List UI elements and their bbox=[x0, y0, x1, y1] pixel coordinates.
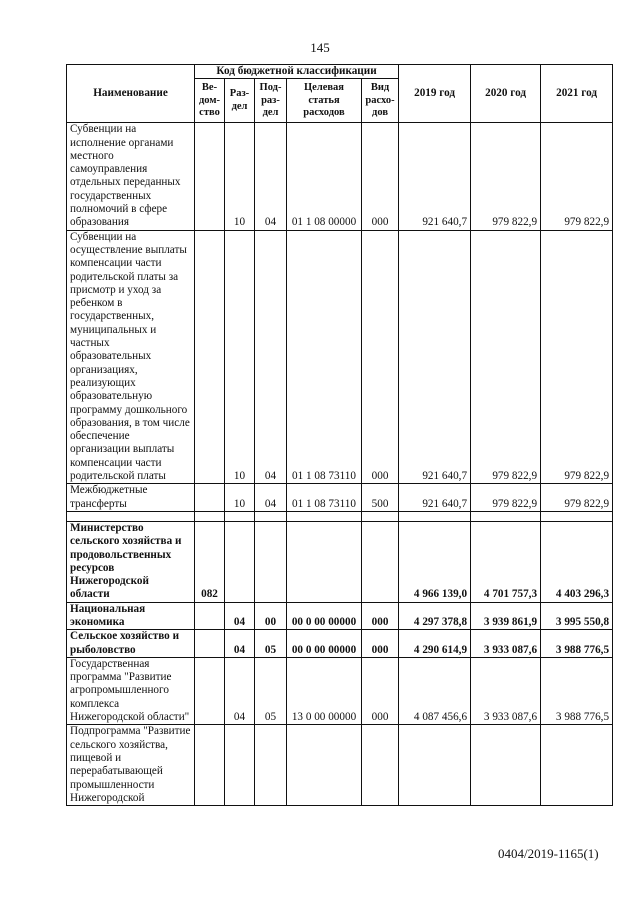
row-tselevaya-statya bbox=[287, 521, 362, 602]
row-2021: 979 822,9 bbox=[541, 123, 613, 230]
table-row bbox=[67, 657, 613, 724]
row-2019: 4 297 378,8 bbox=[399, 602, 471, 630]
table-row bbox=[67, 602, 613, 630]
row-2020: 979 822,9 bbox=[471, 484, 541, 512]
row-vedomstvo bbox=[195, 123, 225, 230]
row-name: Межбюджетные трансферты bbox=[67, 484, 195, 512]
row-vid-raskhodov: 000 bbox=[362, 230, 399, 484]
row-2020: 3 933 087,6 bbox=[471, 630, 541, 658]
row-podrazdel: 04 bbox=[255, 230, 287, 484]
row-vedomstvo bbox=[195, 630, 225, 658]
row-vedomstvo bbox=[195, 230, 225, 484]
row-2019: 921 640,7 bbox=[399, 123, 471, 230]
table-row bbox=[67, 230, 613, 484]
header-2020: 2020 год bbox=[471, 65, 541, 123]
table-row bbox=[67, 630, 613, 658]
row-podrazdel: 05 bbox=[255, 657, 287, 724]
row-2021: 979 822,9 bbox=[541, 484, 613, 512]
row-razdel: 04 bbox=[225, 602, 255, 630]
header-code-group: Код бюджетной классификации bbox=[195, 65, 399, 79]
table-row bbox=[67, 725, 613, 806]
row-name: Субвенции на осуществление выплаты компенсации части родительской платы за присмотр и уход за ребенком в государственных, муниципальных и частных образовательных организациях, реализующих образовательную программу дошкольного образования, в том числе обеспечение организации выплаты компенсации части родительской платы bbox=[67, 230, 195, 484]
row-2021: 979 822,9 bbox=[541, 230, 613, 484]
row-razdel: 10 bbox=[225, 484, 255, 512]
row-razdel: 10 bbox=[225, 230, 255, 484]
row-vid-raskhodov: 000 bbox=[362, 657, 399, 724]
row-tselevaya-statya: 01 1 08 73110 bbox=[287, 484, 362, 512]
row-vedomstvo bbox=[195, 725, 225, 806]
row-2021: 3 988 776,5 bbox=[541, 630, 613, 658]
row-podrazdel: 04 bbox=[255, 123, 287, 230]
row-2019: 4 966 139,0 bbox=[399, 521, 471, 602]
row-name: Подпрограмма "Развитие сельского хозяйства, пищевой и перерабатывающей промышленности Нижегородской bbox=[67, 725, 195, 806]
row-vid-raskhodov: 000 bbox=[362, 630, 399, 658]
header-name: Наименование bbox=[67, 65, 195, 123]
row-vid-raskhodov: 000 bbox=[362, 123, 399, 230]
row-2020 bbox=[471, 725, 541, 806]
header-podrazdel: Под-раз-дел bbox=[255, 79, 287, 123]
row-2019: 921 640,7 bbox=[399, 230, 471, 484]
row-vid-raskhodov bbox=[362, 725, 399, 806]
row-tselevaya-statya bbox=[287, 725, 362, 806]
row-2020: 3 933 087,6 bbox=[471, 657, 541, 724]
row-2021: 3 995 550,8 bbox=[541, 602, 613, 630]
row-podrazdel: 04 bbox=[255, 484, 287, 512]
header-tselevaya-statya: Целевая статья расходов bbox=[287, 79, 362, 123]
header-2021: 2021 год bbox=[541, 65, 613, 123]
row-podrazdel: 00 bbox=[255, 602, 287, 630]
header-razdel: Раз-дел bbox=[225, 79, 255, 123]
row-2021: 3 988 776,5 bbox=[541, 657, 613, 724]
table-row bbox=[67, 123, 613, 230]
table-row bbox=[67, 521, 613, 602]
row-razdel bbox=[225, 521, 255, 602]
header-vedomstvo: Ве-дом-ство bbox=[195, 79, 225, 123]
row-2020: 979 822,9 bbox=[471, 230, 541, 484]
row-2020: 3 939 861,9 bbox=[471, 602, 541, 630]
row-2019: 921 640,7 bbox=[399, 484, 471, 512]
row-name: Министерство сельского хозяйства и продовольственных ресурсов Нижегородской области bbox=[67, 521, 195, 602]
row-podrazdel bbox=[255, 521, 287, 602]
row-2020: 4 701 757,3 bbox=[471, 521, 541, 602]
header-2019: 2019 год bbox=[399, 65, 471, 123]
row-vid-raskhodov: 000 bbox=[362, 602, 399, 630]
row-name: Субвенции на исполнение органами местного самоуправления отдельных переданных государственных полномочий в сфере образования bbox=[67, 123, 195, 230]
row-tselevaya-statya: 01 1 08 73110 bbox=[287, 230, 362, 484]
row-name: Государственная программа "Развитие агропромышленного комплекса Нижегородской области" bbox=[67, 657, 195, 724]
row-razdel: 10 bbox=[225, 123, 255, 230]
row-2021 bbox=[541, 725, 613, 806]
spacer-row bbox=[67, 511, 613, 521]
budget-table bbox=[66, 64, 613, 806]
row-2019 bbox=[399, 725, 471, 806]
header-vid-raskhodov: Вид расхо-дов bbox=[362, 79, 399, 123]
table-row bbox=[67, 484, 613, 512]
row-tselevaya-statya: 00 0 00 00000 bbox=[287, 602, 362, 630]
row-name: Национальная экономика bbox=[67, 602, 195, 630]
row-vedomstvo: 082 bbox=[195, 521, 225, 602]
document-code: 0404/2019-1165(1) bbox=[498, 846, 599, 861]
row-2020: 979 822,9 bbox=[471, 123, 541, 230]
row-podrazdel bbox=[255, 725, 287, 806]
row-vid-raskhodov: 500 bbox=[362, 484, 399, 512]
row-tselevaya-statya: 13 0 00 00000 bbox=[287, 657, 362, 724]
row-vedomstvo bbox=[195, 484, 225, 512]
row-tselevaya-statya: 01 1 08 00000 bbox=[287, 123, 362, 230]
row-razdel bbox=[225, 725, 255, 806]
row-razdel: 04 bbox=[225, 630, 255, 658]
row-2019: 4 087 456,6 bbox=[399, 657, 471, 724]
row-2021: 4 403 296,3 bbox=[541, 521, 613, 602]
row-vedomstvo bbox=[195, 657, 225, 724]
row-2019: 4 290 614,9 bbox=[399, 630, 471, 658]
row-name: Сельское хозяйство и рыболовство bbox=[67, 630, 195, 658]
page-number: 145 bbox=[310, 40, 330, 55]
row-vid-raskhodov bbox=[362, 521, 399, 602]
row-tselevaya-statya: 00 0 00 00000 bbox=[287, 630, 362, 658]
row-vedomstvo bbox=[195, 602, 225, 630]
row-podrazdel: 05 bbox=[255, 630, 287, 658]
row-razdel: 04 bbox=[225, 657, 255, 724]
